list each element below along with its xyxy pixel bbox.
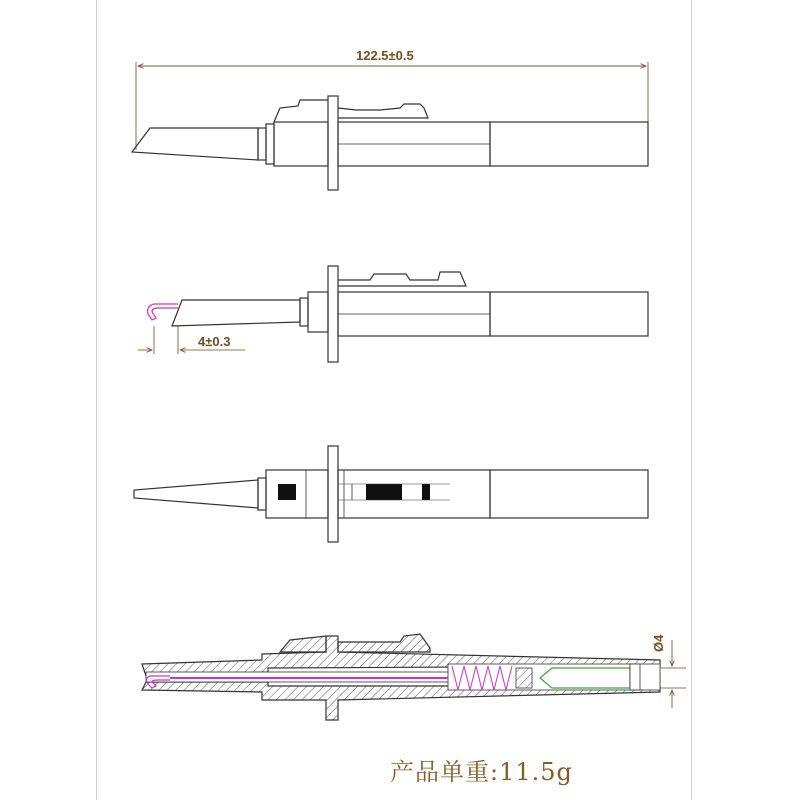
product-weight: 产品单重:11.5g: [390, 758, 573, 786]
hook-offset-dim: 4±0.3: [198, 334, 231, 349]
diameter-dim: Ø4: [651, 634, 666, 652]
view-side-length: [132, 62, 648, 190]
view-section: [142, 634, 686, 720]
view-top: [134, 446, 648, 542]
overall-length-dim: 122.5±0.5: [356, 48, 414, 63]
